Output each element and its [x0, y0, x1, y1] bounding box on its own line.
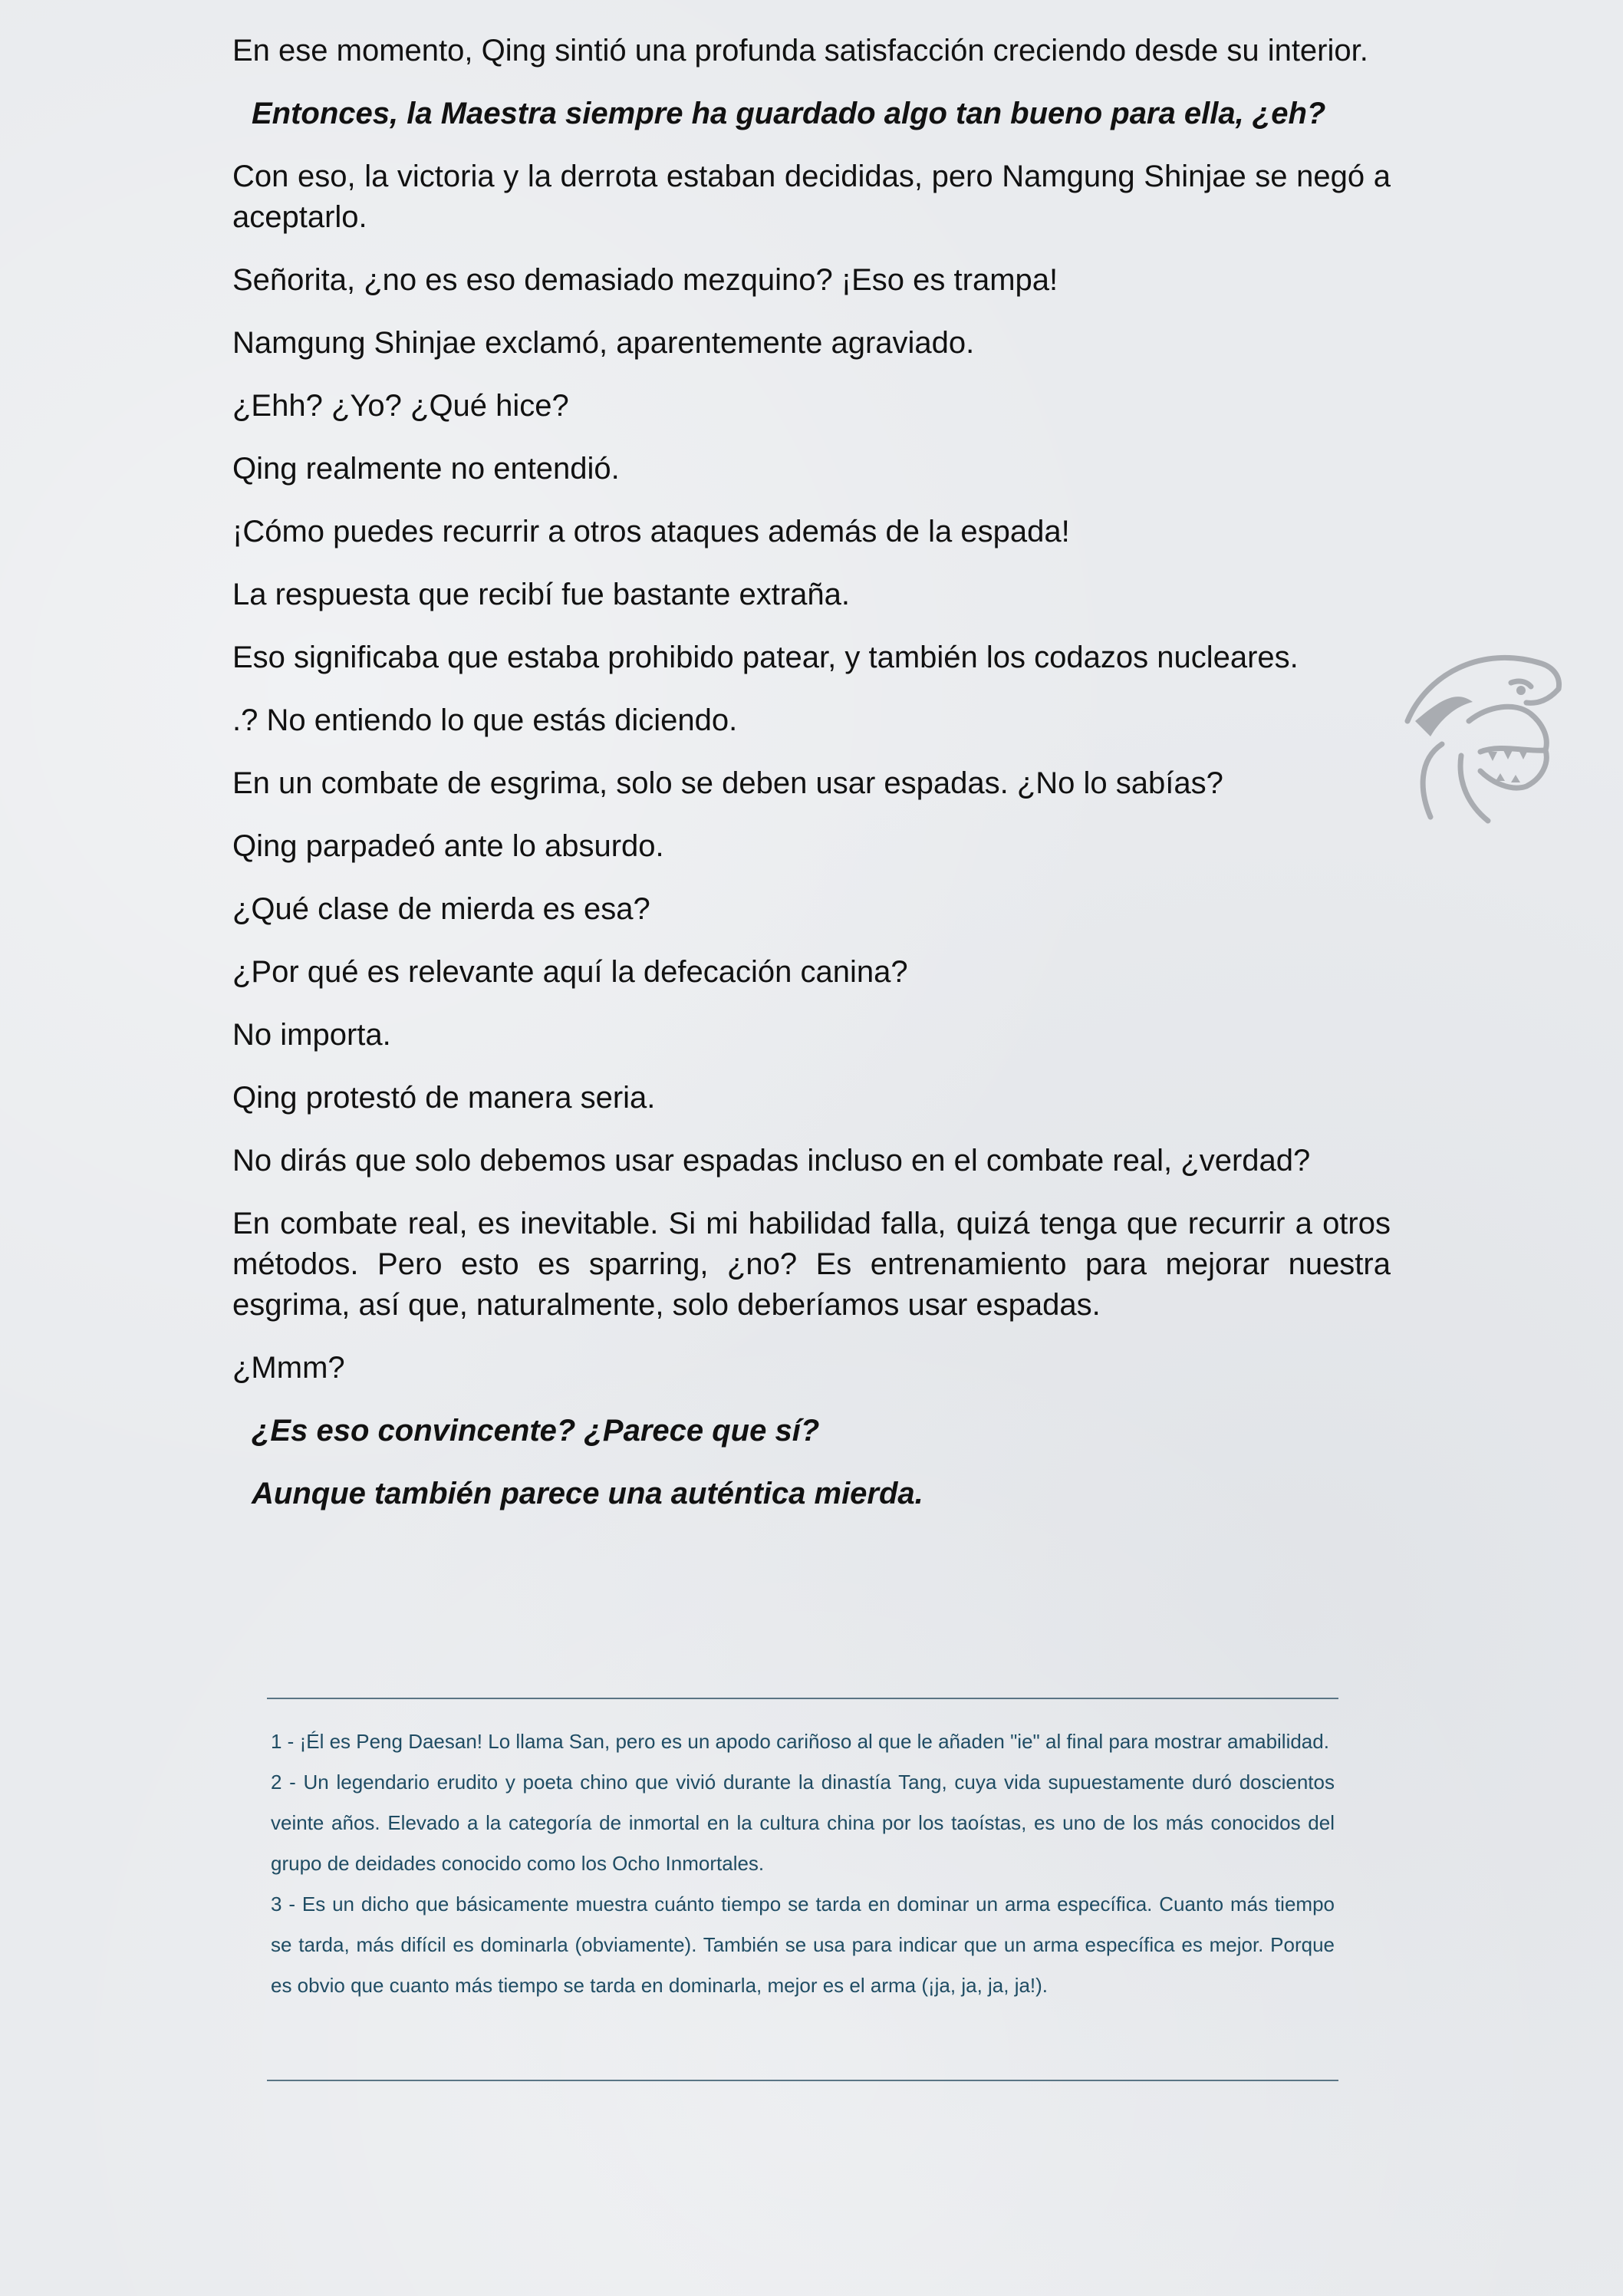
paragraph: Con eso, la victoria y la derrota estaban decididas, pero Namgung Shinjae se negó a aceptarlo. [232, 160, 1391, 234]
paragraph: ¡Cómo puedes recurrir a otros ataques además de la espada! [232, 515, 1070, 548]
paragraph: No dirás que solo debemos usar espadas incluso en el combate real, ¿verdad? [232, 1144, 1311, 1178]
paragraph: Eso significaba que estaba prohibido patear, y también los codazos nucleares. [232, 641, 1299, 674]
paragraph: No importa. [232, 1018, 391, 1052]
dinosaur-head-logo-icon [1396, 629, 1580, 828]
inner-thought: Entonces, la Maestra siempre ha guardado algo tan bueno para ella, ¿eh? [252, 97, 1326, 130]
paragraph: Qing realmente no entendió. [232, 452, 620, 486]
footnote: 1 - ¡Él es Peng Daesan! Lo llama San, pero es un apodo cariñoso al que le añaden "ie" al final para mostrar amabilidad. [271, 1730, 1329, 1753]
footnote: 3 - Es un dicho que básicamente muestra cuánto tiempo se tarda en dominar un arma específica. Cuanto más tiempo se tarda, más difícil es dominarla (obviamente). También se usa para indicar que un arma específica es mejor. Porque es obvio que cuanto más tiempo se tarda en dominarla, mejor es el arma (¡ja, ja, ja, ja!). [271, 1892, 1335, 1997]
paragraph: .? No entiendo lo que estás diciendo. [232, 703, 738, 737]
inner-thought: Aunque también parece una auténtica mierda. [252, 1477, 923, 1510]
paragraph: La respuesta que recibí fue bastante extraña. [232, 578, 850, 611]
paragraph: En ese momento, Qing sintió una profunda satisfacción creciendo desde su interior. [232, 34, 1368, 68]
paragraph: En un combate de esgrima, solo se deben usar espadas. ¿No lo sabías? [232, 766, 1223, 800]
paragraph: ¿Ehh? ¿Yo? ¿Qué hice? [232, 389, 569, 423]
paragraph: Qing parpadeó ante lo absurdo. [232, 829, 664, 863]
footnote: 2 - Un legendario erudito y poeta chino que vivió durante la dinastía Tang, cuya vida supuestamente duró doscientos veinte años. Elevado a la categoría de inmortal en la cultura china por los taoístas, es uno de los más conocidos del grupo de deidades conocido como los Ocho Inmortales. [271, 1771, 1335, 1875]
footnotes-section [267, 1698, 1338, 2081]
main-text [232, 31, 1391, 1537]
paragraph: Qing protestó de manera seria. [232, 1081, 656, 1115]
paragraph: ¿Por qué es relevante aquí la defecación canina? [232, 955, 908, 989]
paragraph: En combate real, es inevitable. Si mi habilidad falla, quizá tenga que recurrir a otros métodos. Pero esto es sparring, ¿no? Es entrenamiento para mejorar nuestra esgrima, así que, naturalmente, solo deberíamos usar espadas. [232, 1207, 1391, 1322]
paragraph: ¿Qué clase de mierda es esa? [232, 892, 650, 926]
inner-thought: ¿Es eso convincente? ¿Parece que sí? [252, 1414, 820, 1448]
paragraph: Señorita, ¿no es eso demasiado mezquino? ¡Eso es trampa! [232, 263, 1058, 297]
paragraph: Namgung Shinjae exclamó, aparentemente agraviado. [232, 326, 975, 360]
paragraph: ¿Mmm? [232, 1351, 345, 1385]
